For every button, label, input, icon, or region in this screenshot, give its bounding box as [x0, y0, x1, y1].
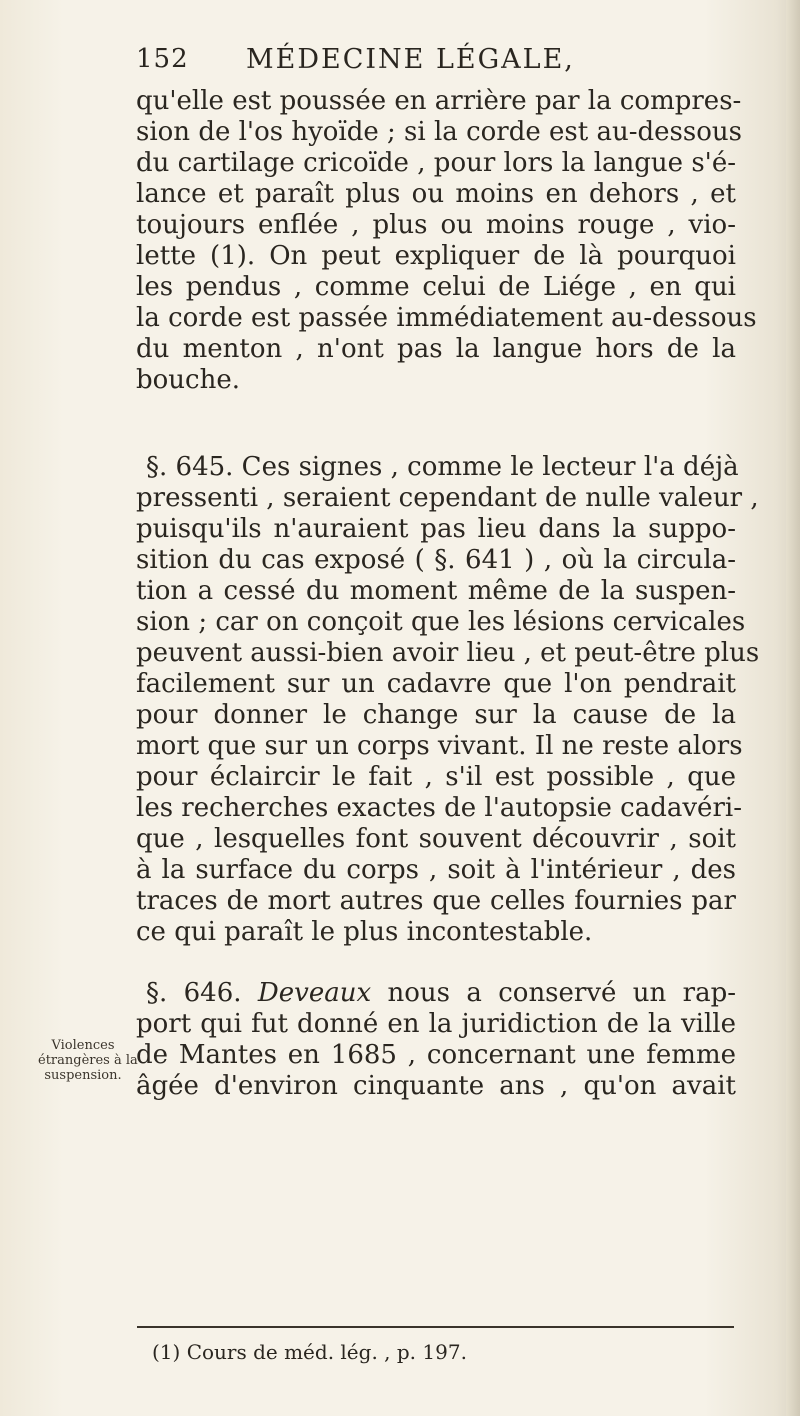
- body-text: [136, 86, 760, 1102]
- text-line: traces de mort autres que celles fournies par: [136, 886, 736, 916]
- text-line: lance et paraît plus ou moins en dehors , et: [136, 179, 736, 209]
- text-line: mort que sur un corps vivant. Il ne reste alors: [136, 731, 743, 761]
- footnote-rule: [137, 1326, 734, 1328]
- paragraph-2: [136, 452, 760, 948]
- text-line: pour donner le change sur la cause de la: [136, 700, 736, 730]
- text-line: de Mantes en 1685 , concernant une femme: [136, 1040, 736, 1070]
- paragraph-3: [136, 978, 736, 1102]
- footnote: (1) Cours de méd. lég. , p. 197.: [152, 1340, 467, 1364]
- page-number: 152: [136, 44, 189, 74]
- text-line: [136, 978, 736, 1009]
- text-line: à la surface du corps , soit à l'intérieur , des: [136, 855, 736, 885]
- section-number: §. 646.: [146, 978, 242, 1008]
- text-line: ce qui paraît le plus incontestable.: [136, 917, 593, 947]
- text-line: du menton , n'ont pas la langue hors de la: [136, 334, 736, 364]
- author-name: Deveaux: [257, 978, 372, 1008]
- text-line: âgée d'environ cinquante ans , qu'on avait: [136, 1071, 736, 1101]
- text-line: qu'elle est poussée en arrière par la compres-: [136, 86, 742, 116]
- running-title: MÉDECINE LÉGALE,: [246, 44, 575, 75]
- text-line: les recherches exactes de l'autopsie cadavéri-: [136, 793, 742, 823]
- text-line: que , lesquelles font souvent découvrir , soit: [136, 824, 736, 854]
- paragraph-spacer: [136, 396, 736, 452]
- text-line: port qui fut donné en la juridiction de la ville: [136, 1009, 736, 1039]
- text-line: toujours enflée , plus ou moins rouge , vio-: [136, 210, 736, 240]
- page-header: [136, 44, 696, 86]
- marginal-note-line: suspension.: [44, 1068, 122, 1083]
- marginal-note-line: étrangères à la: [38, 1053, 138, 1068]
- marginal-note: [38, 1038, 138, 1083]
- paragraph-spacer: [136, 948, 736, 978]
- text-line: facilement sur un cadavre que l'on pendrait: [136, 669, 736, 699]
- page-edge-shadow: [786, 0, 800, 1416]
- text-line: la corde est passée immédiatement au-dessous: [136, 303, 757, 333]
- text-line: tion a cessé du moment même de la suspen-: [136, 576, 736, 606]
- text-line: bouche.: [136, 365, 240, 395]
- text-line: sition du cas exposé ( §. 641 ) , où la circula-: [136, 545, 736, 575]
- text-line: puisqu'ils n'auraient pas lieu dans la suppo-: [136, 514, 736, 544]
- text-line: lette (1). On peut expliquer de là pourquoi: [136, 241, 736, 271]
- text-fragment: nous a conservé un rap-: [387, 978, 737, 1008]
- text-line: pour éclaircir le fait , s'il est possible , que: [136, 762, 736, 792]
- marginal-note-line: Violences: [51, 1038, 115, 1053]
- paragraph-1: [136, 86, 757, 396]
- text-line: peuvent aussi-bien avoir lieu , et peut-être plus: [136, 638, 760, 668]
- text-line: les pendus , comme celui de Liége , en qui: [136, 272, 736, 302]
- text-line: pressenti , seraient cependant de nulle valeur ,: [136, 483, 759, 513]
- text-line: sion de l'os hyoïde ; si la corde est au-dessous: [136, 117, 742, 147]
- text-line: sion ; car on conçoit que les lésions cervicales: [136, 607, 746, 637]
- text-line: du cartilage cricoïde , pour lors la langue s'é-: [136, 148, 736, 178]
- text-line: §. 645. Ces signes , comme le lecteur l'a déjà: [146, 452, 739, 482]
